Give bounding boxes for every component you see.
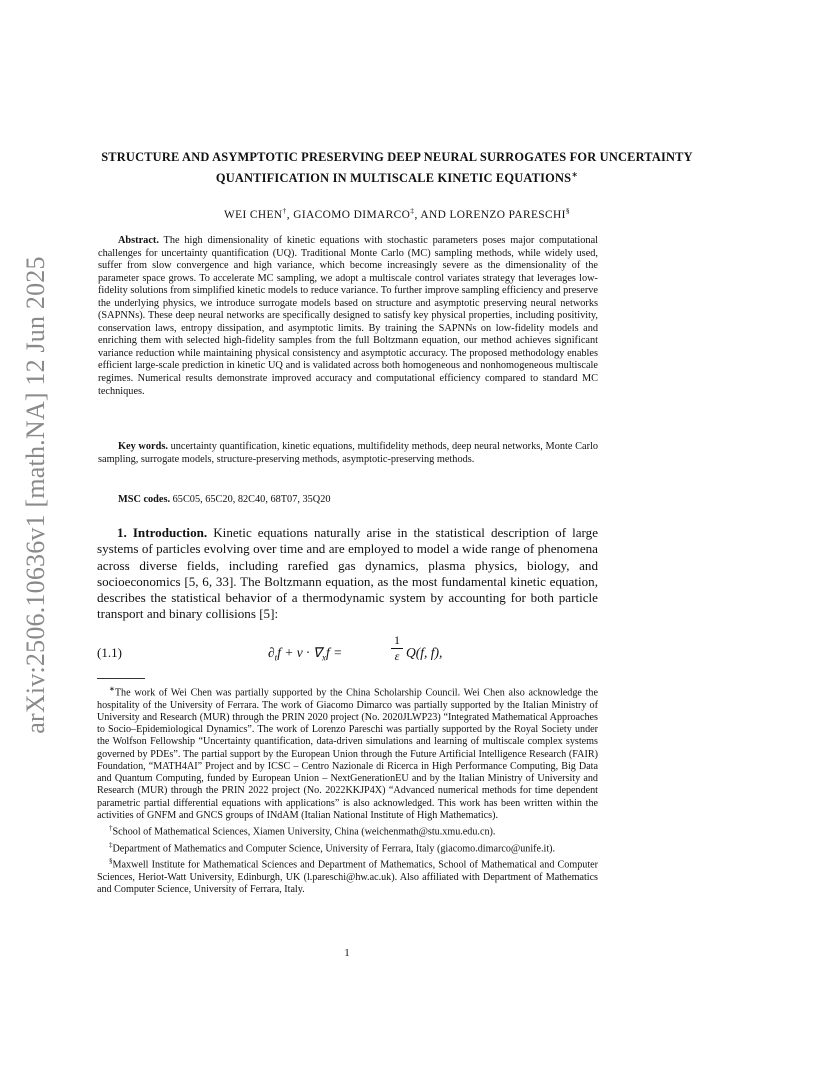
footnote-affiliation-chen bbox=[97, 822, 598, 839]
msc-text: 65C05, 65C20, 82C40, 68T07, 35Q20 bbox=[172, 494, 331, 505]
footnote-mark: † bbox=[109, 824, 113, 833]
equation-lhs bbox=[268, 645, 342, 663]
introduction-text: Kinetic equations naturally arise in the statistical description of large systems of particles evolving over time and are employed to model a wide range of phenomena across diverse fields, including rarefied gas dynamics, plasma physics, biology, and socioeconomics [5, 6, 33]. The Boltzmann equation, as the most fundamental kinetic equation, describes the statistical behavior of a thermodynamic system by accounting for both particle transport and binary collisions [5]: bbox=[97, 525, 599, 622]
author-mark: † bbox=[282, 206, 287, 215]
page-number: 1 bbox=[344, 947, 350, 959]
author-name: WEI CHEN bbox=[223, 208, 283, 221]
footnote-divider bbox=[97, 678, 145, 679]
paper-title-text: STRUCTURE AND ASYMPTOTIC PRESERVING DEEP NEURAL SURROGATES FOR UNCERTAINTY QUANTIFICATION IN MULTISCALE KINETIC EQUATIONS bbox=[101, 150, 693, 186]
footnote-text: Maxwell Institute for Mathematical Sciences and Department of Mathematics, School of Mathematical and Computer Sciences, Heriot-Watt University, Edinburgh, UK (l.pareschi@hw.ac.uk). Also affiliated with Department of Mathematics and Computer Science, University of Ferrara, Italy. bbox=[97, 859, 598, 896]
arxiv-identifier bbox=[18, 256, 54, 734]
author-mark: § bbox=[565, 206, 571, 215]
footnote-mark: § bbox=[109, 857, 113, 866]
title-footnote-mark: ∗ bbox=[571, 170, 579, 179]
msc-label: MSC codes. bbox=[118, 494, 171, 505]
author-name: AND LORENZO PARESCHI bbox=[420, 208, 566, 221]
keywords-text: uncertainty quantification, kinetic equations, multifidelity methods, deep neural networks, Monte Carlo sampling, surrogate models, structure-preserving methods, asymptotic-preserving methods. bbox=[98, 441, 599, 465]
lhs-term-2: f = bbox=[325, 645, 343, 660]
author-name: GIACOMO DIMARCO bbox=[293, 208, 411, 221]
author-mark: ‡ bbox=[410, 206, 415, 215]
footnote-affiliation-dimarco bbox=[97, 839, 598, 856]
equation-boltzmann bbox=[268, 634, 468, 670]
paper-title bbox=[100, 148, 694, 187]
footnote-text: The work of Wei Chen was partially supported by the China Scholarship Council. Wei Chen also acknowledge the hospitality of the University of Ferrara. The work of Giacomo Dimarco was partially supported by the Italian Ministry of University and Research (MUR) through the PRIN 2020 project (No. 2020JLWP23) “Integrated Mathematical Approaches to Socio–Epidemiological Dynamics”. The work of Lorenzo Pareschi was partially supported by the Royal Society under the Wolfson Fellowship “Uncertainty quantification, data-driven simulations and learning of multiscale complex systems governed by PDEs”. The partial support by the European Union through the Future Artificial Intelligence Research (FAIR) Foundation, “MATH4AI” Project and by ICSC – Centro Nazionale di Ricerca in High Performance Computing, Big Data and Quantum Computing, funded by European Union – NextGenerationEU and by the Italian Ministry of University and Research (MUR) through the PRIN 2022 project (No. 2022KKJP4X) “Advanced numerical methods for time dependent parametric partial differential equations with applications” is also acknowledged. This work has been written within the activities of GNFM and GNCS groups of INdAM (Italian National Institute of High Mathematics). bbox=[97, 687, 598, 821]
arxiv-identifier-text: arXiv:2506.10636v1 [math.NA] 12 Jun 2025 bbox=[21, 256, 50, 734]
fraction-numerator: 1 bbox=[394, 633, 400, 647]
equation-rhs: Q(f, f), bbox=[406, 645, 443, 660]
keywords-label: Key words. bbox=[118, 441, 168, 452]
footnote-mark: ‡ bbox=[109, 840, 113, 849]
fraction-denominator: ε bbox=[394, 649, 400, 663]
lhs-term: f + v · ∇ bbox=[277, 645, 322, 660]
fraction bbox=[390, 634, 404, 663]
subscript-t: t bbox=[274, 652, 278, 663]
abstract bbox=[98, 235, 598, 398]
section-heading: 1. Introduction. bbox=[117, 525, 208, 540]
abstract-text: The high dimensionality of kinetic equations with stochastic parameters poses major computational challenges for uncertainty quantification (UQ). Traditional Monte Carlo (MC) sampling methods, while widely used, suffer from slow convergence and high variance, which become increasingly severe as the dimensionality of the parameter space grows. To accelerate MC sampling, we adopt a multiscale control variates strategy that leverages low-fidelity solutions from simplified kinetic models to reduce variance. To further improve sampling efficiency and preserve the underlying physics, we introduce surrogate models based on structure and asymptotic preserving neural networks (SAPNNs). These deep neural networks are specifically designed to satisfy key physical properties, including positivity, conservation laws, entropy dissipation, and asymptotic limits. By training the SAPNNs on low-fidelity models and enriching them with selected high-fidelity samples from the full Boltzmann equation, our method achieves significant variance reduction while maintaining physical consistency and asymptotic accuracy. The proposed methodology enables efficient large-scale prediction in kinetic UQ and is validated across both homogeneous and nonhomogeneous multiscale regimes. Numerical results demonstrate improved accuracy and computational efficiency compared to standard MC techniques. bbox=[98, 235, 598, 397]
footnote-text: School of Mathematical Sciences, Xiamen University, China (weichenmath@stu.xmu.edu.cn). bbox=[112, 826, 496, 838]
footnote-text: Department of Mathematics and Computer Science, University of Ferrara, Italy (giacomo.dimarco@unife.it). bbox=[112, 843, 556, 855]
footnote-mark: ∗ bbox=[109, 685, 115, 693]
abstract-label: Abstract. bbox=[118, 235, 159, 246]
author-list: WEI CHEN†, GIACOMO DIMARCO‡, AND LORENZO PARESCHI§ bbox=[223, 206, 571, 221]
footnote-funding bbox=[97, 683, 598, 822]
footnote-affiliation-pareschi bbox=[97, 855, 598, 896]
partial-symbol: ∂ bbox=[268, 645, 275, 660]
msc-codes bbox=[98, 494, 598, 507]
equation-number: (1.1) bbox=[97, 645, 122, 660]
footnotes bbox=[97, 683, 598, 897]
keywords bbox=[98, 441, 598, 466]
subscript-x: x bbox=[321, 652, 326, 663]
introduction-section bbox=[97, 525, 598, 623]
